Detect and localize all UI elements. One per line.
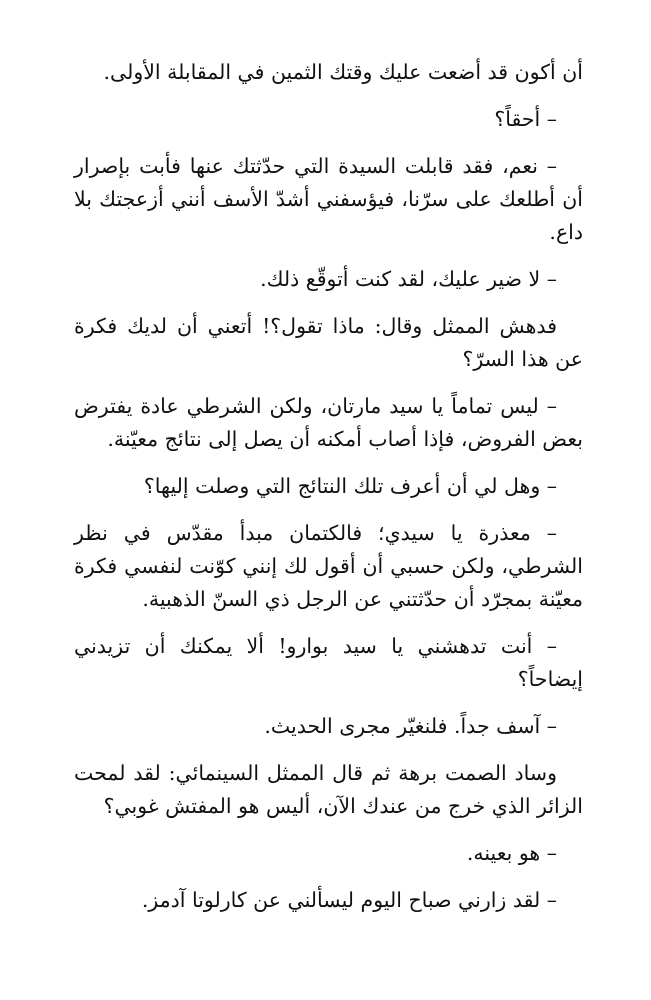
paragraph-5: فدهش الممثل وقال: ماذا تقول؟! أتعني أن لديك فكرة عن هذا السرّ؟ — [74, 314, 583, 371]
paragraph-2: – أحقاً؟ — [494, 107, 557, 131]
paragraph-4: – لا ضير عليك، لقد كنت أتوقّع ذلك. — [260, 267, 557, 291]
paragraph-13: – لقد زارني صباح اليوم ليسألني عن كارلوتا آدمز. — [141, 888, 557, 912]
paragraph-10: – آسف جداً. فلنغيّر مجرى الحديث. — [264, 714, 557, 738]
paragraph-3: – نعم، فقد قابلت السيدة التي حدّثتك عنها فأبت بإصرار أن أطلعك على سرّنا، فيؤسفني أشدّ الأسف أنني أزعجتك بلا داع. — [74, 154, 583, 244]
paragraph-9: – أنت تدهشني يا سيد بوارو! ألا يمكنك أن تزيدني إيضاحاً؟ — [74, 634, 583, 691]
paragraph-11: وساد الصمت برهة ثم قال الممثل السينمائي: لقد لمحت الزائر الذي خرج من عندك الآن، أليس هو المفتش غوبي؟ — [74, 761, 583, 818]
paragraph-8: – معذرة يا سيدي؛ فالكتمان مبدأ مقدّس في نظر الشرطي، ولكن حسبي أن أقول لك إنني كوّنت لنفسي فكرة معيّنة بمجرّد أن حدّثتني عن الرجل ذي السنّ الذهبية. — [74, 521, 583, 611]
paragraph-12: – هو بعينه. — [466, 841, 557, 865]
paragraph-7: – وهل لي أن أعرف تلك النتائج التي وصلت إليها؟ — [143, 474, 557, 498]
paragraph-1: أن أكون قد أضعت عليك وقتك الثمين في المقابلة الأولى. — [103, 60, 583, 84]
paragraph-6: – ليس تماماً يا سيد مارتان، ولكن الشرطي عادة يفترض بعض الفروض، فإذا أصاب أمكنه أن يصل إلى نتائج معيّنة. — [74, 394, 583, 451]
